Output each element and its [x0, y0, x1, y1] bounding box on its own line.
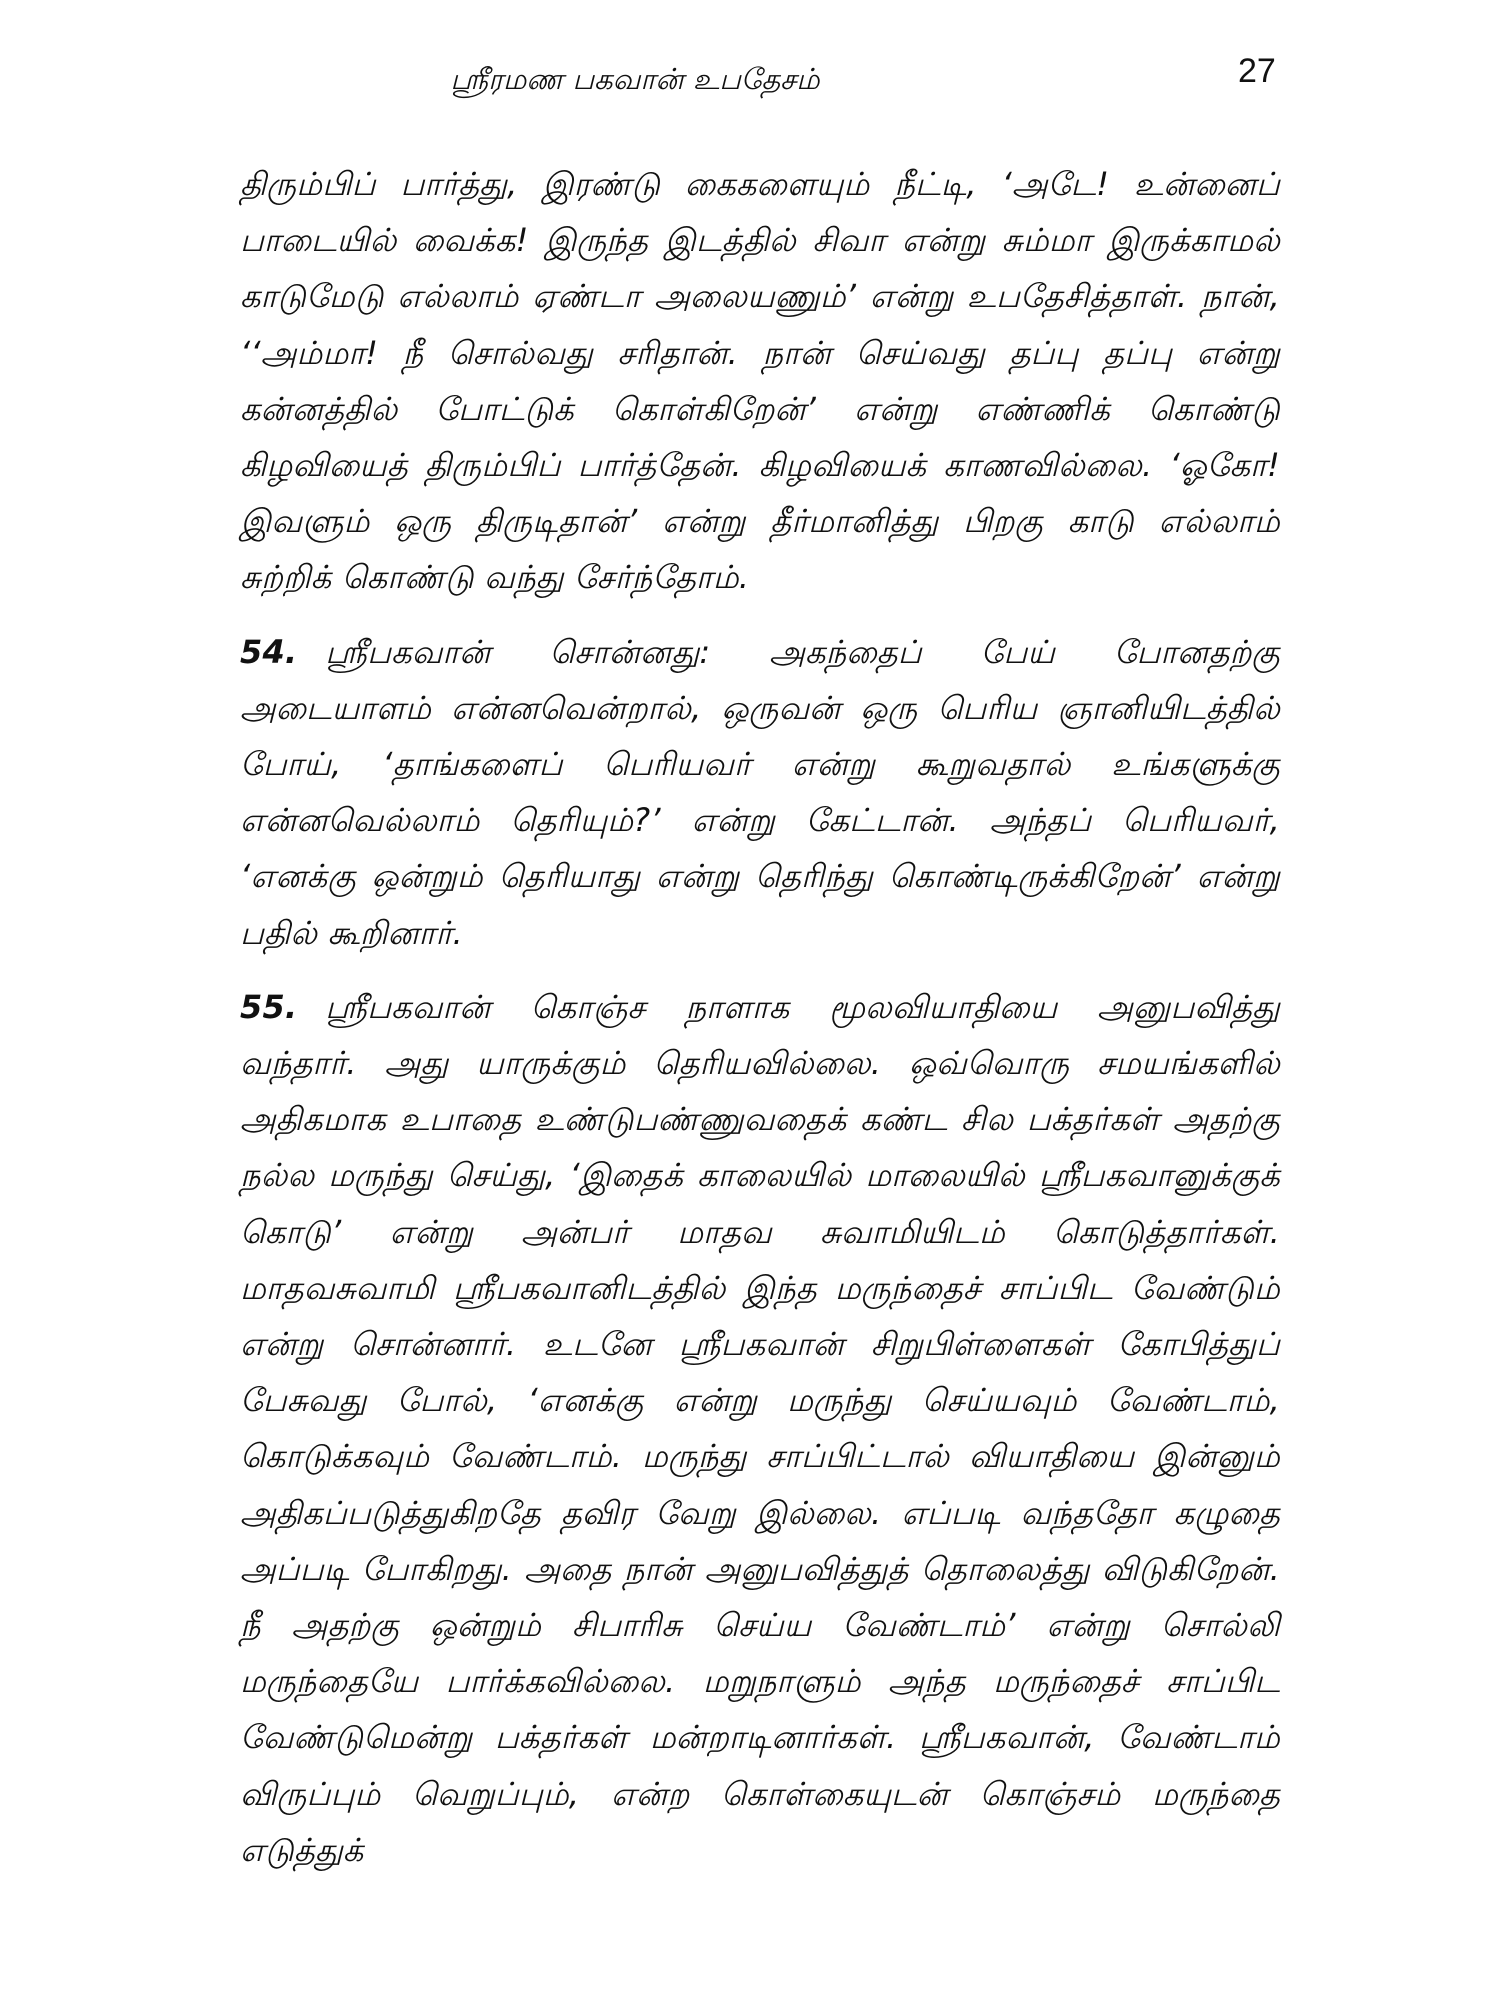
paragraph-54: [240, 624, 1280, 961]
running-header-title: ஸ்ரீரமண பகவான் உபதேசம்: [450, 62, 820, 96]
paragraph-number: 54.: [240, 632, 298, 671]
paragraph-text: திரும்பிப் பார்த்து, இரண்டு கைகளையும் நீட்டி, ‘அடே! உன்னைப் பாடையில் வைக்க! இருந்த இடத்தில் சிவா என்று சும்மா இருக்காமல் காடுமேடு எல்லாம் ஏண்டா அலையணும்’ என்று உபதேசித்தாள். நான், ‘‘அம்மா! நீ சொல்வது சரிதான். நான் செய்வது தப்பு தப்பு என்று கன்னத்தில் போட்டுக் கொள்கிறேன்’ என்று எண்ணிக் கொண்டு கிழவியைத் திரும்பிப் பார்த்தேன். கிழவியைக் காணவில்லை. ‘ஓகோ! இவளும் ஒரு திருடிதான்’ என்று தீர்மானித்து பிறகு காடு எல்லாம் சுற்றிக் கொண்டு வந்து சேர்ந்தோம்.: [240, 165, 1280, 597]
page-number: 27: [1238, 52, 1276, 90]
paragraph-text: ஸ்ரீபகவான் கொஞ்ச நாளாக மூலவியாதியை அனுபவித்து வந்தார். அது யாருக்கும் தெரியவில்லை. ஒவ்வொரு சமயங்களில் அதிகமாக உபாதை உண்டுபண்ணுவதைக் கண்ட சில பக்தர்கள் அதற்கு நல்ல மருந்து செய்து, ‘இதைக் காலையில் மாலையில் ஸ்ரீபகவானுக்குக் கொடு’ என்று அன்பர் மாதவ சுவாமியிடம் கொடுத்தார்கள். மாதவசுவாமி ஸ்ரீபகவானிடத்தில் இந்த மருந்தைச் சாப்பிட வேண்டும் என்று சொன்னார். உடனே ஸ்ரீபகவான் சிறுபிள்ளைகள் கோபித்துப் பேசுவது போல், ‘எனக்கு என்று மருந்து செய்யவும் வேண்டாம், கொடுக்கவும் வேண்டாம். மருந்து சாப்பிட்டால் வியாதியை இன்னும் அதிகப்படுத்துகிறதே தவிர வேறு இல்லை. எப்படி வந்ததோ கழுதை அப்படி போகிறது. அதை நான் அனுபவித்துத் தொலைத்து விடுகிறேன். நீ அதற்கு ஒன்றும் சிபாரிசு செய்ய வேண்டாம்’ என்று சொல்லி மருந்தையே பார்க்கவில்லை. மறுநாளும் அந்த மருந்தைச் சாப்பிட வேண்டுமென்று பக்தர்கள் மன்றாடினார்கள். ஸ்ரீபகவான், வேண்டாம் விருப்பும் வெறுப்பும், என்ற கொள்கையுடன் கொஞ்சம் மருந்தை எடுத்துக்: [240, 987, 1280, 1869]
paragraph-text: ஸ்ரீபகவான் சொன்னது: அகந்தைப் பேய் போனதற்கு அடையாளம் என்னவென்றால், ஒருவன் ஒரு பெரிய ஞானியிடத்தில் போய், ‘தாங்களைப் பெரியவர் என்று கூறுவதால் உங்களுக்கு என்னவெல்லாம் தெரியும்?’ என்று கேட்டான். அந்தப் பெரியவர், ‘எனக்கு ஒன்றும் தெரியாது என்று தெரிந்து கொண்டிருக்கிறேன்’ என்று பதில் கூறினார்.: [240, 632, 1280, 952]
body-text: [240, 156, 1280, 1896]
paragraph-55: [240, 979, 1280, 1878]
paragraph-continuation: [240, 156, 1280, 606]
paragraph-number: 55.: [240, 987, 298, 1026]
